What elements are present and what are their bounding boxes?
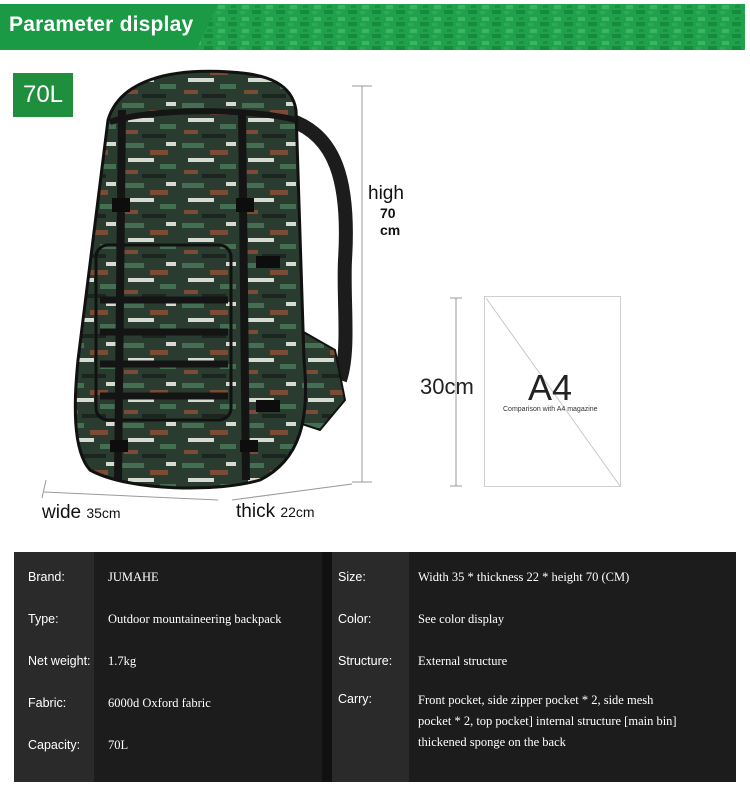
a4-label: A4 (528, 367, 573, 408)
spec-label: Brand: (28, 570, 65, 584)
spec-label: Fabric: (28, 696, 67, 710)
height-value-unit: cm (380, 222, 401, 238)
spec-label: Structure: (338, 654, 393, 668)
spec-row-type (14, 598, 322, 640)
thickness-label (236, 501, 315, 523)
page-title: Parameter display (9, 13, 194, 36)
spec-column-separator (322, 552, 332, 782)
spec-value: 6000d Oxford fabric (108, 695, 211, 710)
spec-value: See color display (418, 611, 505, 626)
thickness-word: thick (236, 501, 276, 522)
height-value (380, 205, 400, 239)
width-label (42, 502, 121, 524)
width-word: wide (42, 502, 82, 523)
spec-label: Type: (28, 612, 59, 626)
spec-row-capacity (14, 724, 322, 766)
spec-row-net-weight (14, 640, 322, 682)
spec-value: External structure (418, 653, 508, 668)
spec-value: JUMAHE (108, 569, 159, 584)
spec-value: Outdoor mountaineering backpack (108, 611, 282, 626)
spec-value-line: Front pocket, side zipper pocket * 2, side mesh (418, 693, 654, 707)
spec-value-line: pocket * 2, top pocket] internal structure [main bin] (418, 714, 677, 728)
width-value: 35cm (86, 505, 121, 521)
spec-value-line: thickened sponge on the back (418, 735, 566, 749)
spec-row-color (332, 598, 736, 640)
capacity-badge: 70L (13, 73, 73, 117)
spec-label: Net weight: (28, 654, 91, 668)
spec-row-structure (332, 640, 736, 682)
spec-label: Carry: (338, 692, 373, 706)
spec-label: Size: (338, 570, 366, 584)
a4-height-label: 30cm (420, 374, 474, 399)
spec-value: 1.7kg (108, 653, 137, 668)
height-label: high (368, 183, 404, 204)
spec-value: Width 35 * thickness 22 * height 70 (CM) (418, 569, 630, 584)
spec-value (418, 690, 736, 753)
spec-label: Color: (338, 612, 372, 626)
spec-row-size (332, 556, 736, 598)
height-value-number: 70 (380, 205, 396, 221)
spec-row-fabric (14, 682, 322, 724)
spec-row-brand (14, 556, 322, 598)
thickness-value: 22cm (280, 504, 315, 520)
a4-caption: Comparison with A4 magazine (503, 406, 598, 413)
spec-table (14, 552, 736, 782)
spec-label: Capacity: (28, 738, 81, 752)
spec-value: 70L (108, 737, 129, 752)
